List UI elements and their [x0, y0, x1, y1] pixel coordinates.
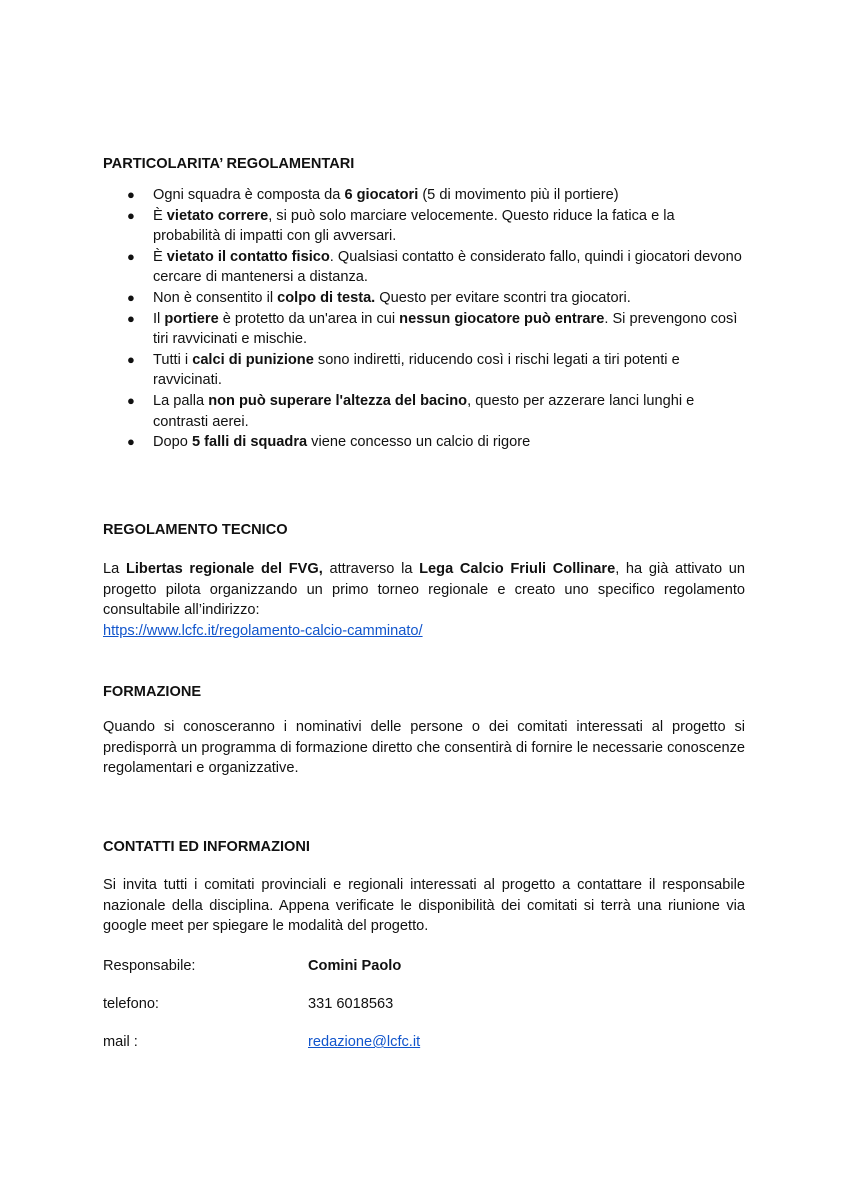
bold-text: 6 giocatori — [344, 187, 419, 203]
rule-item — [103, 391, 745, 432]
text-run: , si può solo marciare velocemente. Questo riduce la fatica e la probabilità di impatti con gli avversari. — [153, 207, 675, 245]
bullet-icon: ● — [127, 310, 135, 326]
telefono-value: 331 6018563 — [308, 996, 394, 1012]
bullet-icon: ● — [127, 248, 135, 264]
responsabile-label: Responsabile: — [103, 958, 196, 974]
rule-item — [103, 350, 745, 391]
text-run: La — [103, 561, 126, 577]
bold-text: non può superare l'altezza del bacino — [208, 392, 468, 409]
bullet-icon: ● — [127, 392, 135, 408]
text-run: Dopo — [153, 434, 192, 451]
bullet-icon: ● — [127, 351, 135, 367]
heading-regolamento: REGOLAMENTO TECNICO — [103, 522, 288, 538]
bold-text: nessun giocatore può entrare — [399, 310, 605, 327]
bold-text: vietato il contatto fisico — [166, 248, 330, 265]
text-run: (5 di movimento più il portiere) — [418, 187, 619, 203]
bold-text: calci di punizione — [192, 351, 314, 368]
text-run: , questo per azzerare lanci lunghi e contrasti aerei. — [153, 392, 695, 430]
bullet-icon: ● — [127, 289, 135, 305]
regolamento-link[interactable]: https://www.lcfc.it/regolamento-calcio-camminato/ — [103, 623, 423, 639]
rule-item — [103, 288, 745, 309]
contatti-paragraph: Si invita tutti i comitati provinciali e regionali interessati al progetto a contattare il responsabile nazionale della disciplina. Appena verificate le disponibilità dei comitati si terrà una riunione via google meet per spiegare le modalità del progetto. — [103, 877, 745, 935]
text-run: Non è consentito il — [153, 289, 278, 306]
bold-text: colpo di testa. — [277, 289, 376, 306]
contact-row-telefono — [103, 996, 745, 1017]
regolamento-paragraph — [103, 559, 745, 621]
text-run: viene concesso un calcio di rigore — [307, 434, 531, 451]
text-run: è protetto da un'area in cui — [218, 310, 400, 327]
rule-item — [103, 206, 745, 247]
bold-text: Lega Calcio Friuli Collinare — [419, 561, 616, 577]
bold-text: vietato correre — [166, 207, 269, 224]
bullet-icon: ● — [127, 187, 135, 202]
mail-link[interactable]: redazione@lcfc.it — [308, 1034, 421, 1050]
text-run: Tutti i — [153, 351, 193, 368]
regolamento-link-line — [103, 621, 745, 642]
text-run: , ha già attivato un progetto pilota organizzando un primo torneo regionale e creato uno specifico regolamento consultabile all’indirizzo: — [103, 561, 745, 619]
bold-text: portiere — [164, 310, 219, 327]
rule-item — [103, 247, 745, 288]
text-run: Il — [153, 310, 165, 327]
rule-item — [103, 185, 745, 206]
text-run: È — [153, 207, 167, 224]
rule-item — [103, 432, 745, 453]
rule-item — [103, 309, 745, 350]
bold-text: Libertas regionale del FVG, — [125, 561, 323, 577]
rules-list — [103, 185, 745, 453]
mail-label: mail : — [103, 1034, 138, 1050]
telefono-label: telefono: — [103, 996, 159, 1012]
contact-row-responsabile — [103, 958, 745, 979]
responsabile-value: Comini Paolo — [308, 958, 402, 974]
text-run: . Si prevengono così tiri ravvicinati e mischie. — [153, 310, 738, 348]
bullet-icon: ● — [127, 207, 135, 223]
text-run: La palla — [153, 392, 209, 409]
bullet-icon: ● — [127, 434, 135, 450]
text-run: attraverso la — [322, 561, 420, 577]
bold-text: 5 falli di squadra — [191, 434, 308, 451]
formazione-paragraph: Quando si conosceranno i nominativi delle persone o dei comitati interessati al progetto si predisporrà un programma di formazione diretto che consentirà di fornire le necessarie conoscenze regolamentari e organizzative. — [103, 719, 745, 777]
text-run: Questo per evitare scontri tra giocatori. — [375, 289, 631, 306]
text-run: È — [153, 248, 167, 265]
heading-formazione: FORMAZIONE — [103, 684, 202, 700]
contact-row-mail — [103, 1034, 745, 1055]
text-run: sono indiretti, riducendo così i rischi legati a tiri potenti e ravvicinati. — [153, 351, 680, 389]
text-run: . Qualsiasi contatto è considerato fallo, quindi i giocatori devono cercare di mantenersi a distanza. — [153, 248, 742, 286]
heading-contatti: CONTATTI ED INFORMAZIONI — [103, 839, 310, 855]
text-run: Ogni squadra è composta da — [153, 187, 345, 203]
heading-particolarita: PARTICOLARITA’ REGOLAMENTARI — [103, 156, 355, 172]
